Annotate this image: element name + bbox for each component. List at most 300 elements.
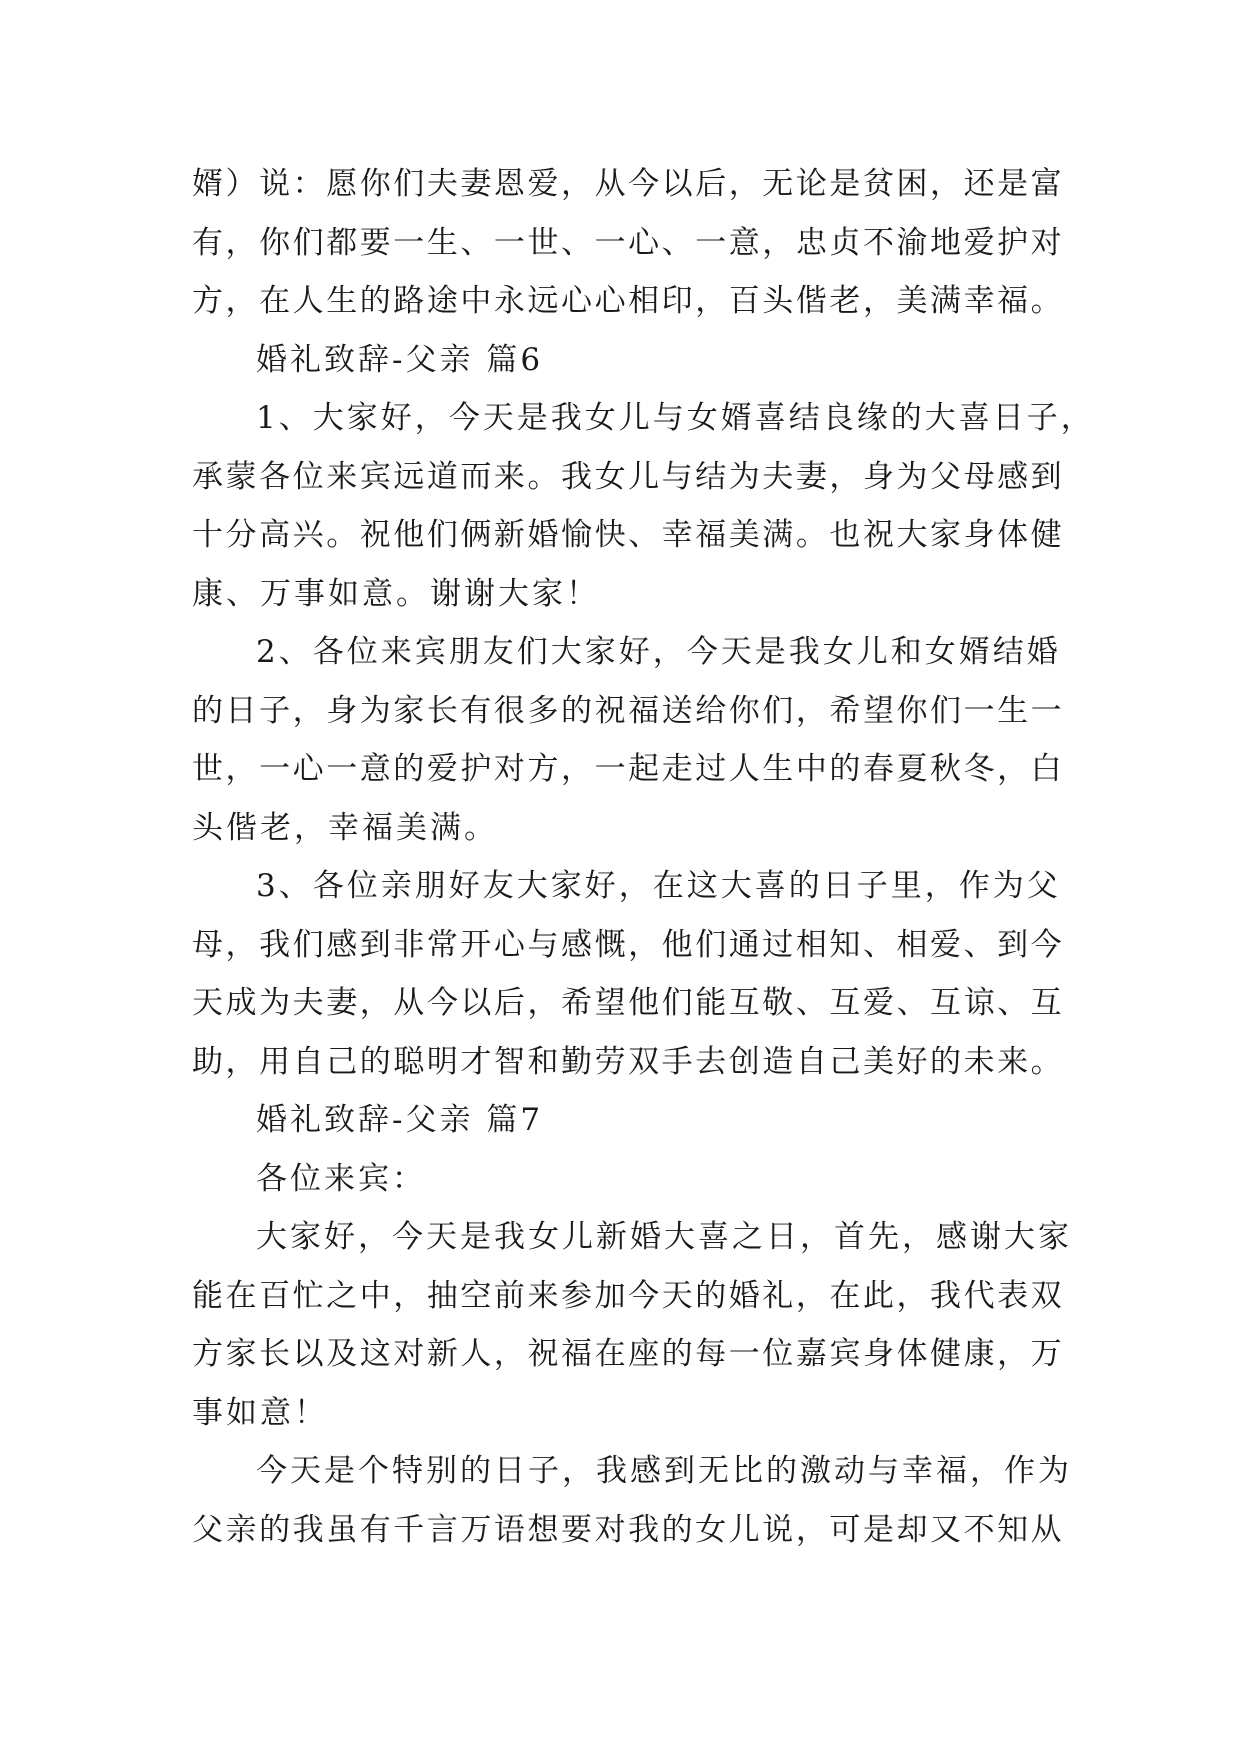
glyph: 中 <box>460 283 492 319</box>
glyph: ， <box>561 751 593 787</box>
glyph: 的 <box>930 1043 962 1080</box>
glyph: 参 <box>561 1277 593 1314</box>
glyph: 空 <box>460 1277 492 1314</box>
glyph: 到 <box>997 926 1029 963</box>
glyph: 一 <box>259 751 291 787</box>
glyph: 身 <box>862 458 894 495</box>
glyph: 春 <box>862 751 894 787</box>
glyph: 美 <box>862 1043 894 1080</box>
glyph: 贞 <box>829 224 861 261</box>
glyph: 万 <box>1030 1336 1062 1372</box>
glyph: 以 <box>661 166 693 202</box>
glyph: 一 <box>963 692 995 729</box>
glyph: 自 <box>292 1043 324 1080</box>
text-line: 事如意！ <box>192 1394 328 1431</box>
glyph: 过 <box>762 926 794 963</box>
glyph: 语 <box>493 1511 525 1548</box>
glyph: 新 <box>426 1336 458 1372</box>
glyph: 快 <box>594 517 626 553</box>
glyph: 能 <box>695 985 727 1021</box>
glyph: 、 <box>460 224 492 261</box>
glyph: 子 <box>259 692 291 729</box>
glyph: 不 <box>963 1511 995 1548</box>
glyph: 之 <box>326 1277 358 1314</box>
glyph: 自 <box>795 1043 827 1080</box>
glyph: 俩 <box>460 517 492 553</box>
glyph: 和 <box>527 1043 559 1080</box>
glyph: 人 <box>292 283 324 319</box>
glyph: 表 <box>997 1277 1029 1314</box>
glyph: 手 <box>661 1043 693 1080</box>
glyph: 一 <box>393 224 425 261</box>
glyph: 来 <box>326 458 358 495</box>
glyph: ， <box>695 283 727 319</box>
glyph: 无 <box>762 166 794 202</box>
glyph: 在 <box>259 283 291 319</box>
glyph: 女 <box>695 1511 727 1548</box>
glyph: 智 <box>493 1043 525 1080</box>
glyph: 女 <box>594 458 626 495</box>
text-line <box>192 506 1062 565</box>
glyph: 结 <box>695 458 727 495</box>
glyph: 以 <box>460 985 492 1021</box>
glyph: 说 <box>762 1511 794 1548</box>
glyph: 方 <box>192 1336 223 1372</box>
text-line <box>192 1267 1062 1326</box>
glyph: 母 <box>963 458 995 495</box>
glyph: 祝 <box>862 517 894 553</box>
glyph: 互 <box>728 985 760 1021</box>
glyph: 从 <box>393 985 425 1021</box>
glyph: 有 <box>359 1511 391 1548</box>
glyph: 地 <box>930 224 962 261</box>
glyph: 。 <box>527 458 559 495</box>
glyph: 的 <box>561 692 593 729</box>
glyph: 的 <box>259 1511 291 1548</box>
glyph: 路 <box>393 283 425 319</box>
glyph: 渝 <box>896 224 928 261</box>
glyph: ， <box>795 1511 827 1548</box>
glyph: 福 <box>997 283 1029 319</box>
glyph: 各 <box>259 458 291 495</box>
glyph: 有 <box>460 692 492 729</box>
section-heading: 婚礼致辞-父亲 篇6 <box>256 341 544 378</box>
glyph: 忙 <box>292 1277 324 1314</box>
glyph: 为 <box>896 458 928 495</box>
glyph: 论 <box>795 166 827 202</box>
glyph: ， <box>795 692 827 729</box>
glyph: 夫 <box>426 166 458 202</box>
glyph: 礼 <box>762 1277 794 1314</box>
glyph: 以 <box>292 1336 324 1372</box>
glyph: 身 <box>326 692 358 729</box>
glyph: 方 <box>527 751 559 787</box>
glyph: 、 <box>997 985 1029 1021</box>
glyph: 爱 <box>930 926 962 963</box>
glyph: 为 <box>359 692 391 729</box>
glyph: 他 <box>628 985 660 1021</box>
glyph: 对 <box>493 751 525 787</box>
glyph: 印 <box>661 283 693 319</box>
glyph: 此 <box>862 1277 894 1314</box>
glyph: ， <box>225 1043 257 1080</box>
glyph: 祝 <box>594 692 626 729</box>
glyph: ， <box>393 1277 425 1314</box>
glyph: 好 <box>896 1043 928 1080</box>
glyph: 老 <box>829 283 861 319</box>
glyph: 婚 <box>527 517 559 553</box>
glyph: 从 <box>594 166 626 202</box>
glyph: 知 <box>997 1511 1029 1548</box>
glyph: 前 <box>493 1277 525 1314</box>
glyph: 父 <box>930 458 962 495</box>
glyph: 万 <box>460 1511 492 1548</box>
glyph: 劳 <box>594 1043 626 1080</box>
glyph: 。 <box>1030 283 1062 319</box>
glyph: 助 <box>192 1043 223 1080</box>
glyph: 互 <box>930 985 962 1021</box>
glyph: 康 <box>963 1336 995 1372</box>
glyph: 希 <box>561 985 593 1021</box>
glyph: 、 <box>561 224 593 261</box>
glyph: 望 <box>862 692 894 729</box>
glyph: 送 <box>661 692 693 729</box>
glyph: 你 <box>728 692 760 729</box>
glyph: 心 <box>594 283 626 319</box>
glyph: 意 <box>728 224 760 261</box>
glyph: 。 <box>326 517 358 553</box>
glyph: 身 <box>862 1336 894 1372</box>
glyph: 开 <box>460 926 492 963</box>
glyph: 今 <box>628 1277 660 1314</box>
glyph: 、 <box>963 926 995 963</box>
glyph: 白 <box>1030 751 1062 787</box>
glyph: 在 <box>594 1336 626 1372</box>
glyph: 心 <box>292 751 324 787</box>
glyph: 才 <box>460 1043 492 1080</box>
glyph: 忠 <box>795 224 827 261</box>
glyph: 都 <box>326 224 358 261</box>
glyph: 、 <box>896 985 928 1021</box>
glyph: 头 <box>762 283 794 319</box>
glyph: 们 <box>661 985 693 1021</box>
glyph: 双 <box>628 1043 660 1080</box>
glyph: 非 <box>393 926 425 963</box>
glyph: 承 <box>192 458 223 495</box>
glyph: 很 <box>493 692 525 729</box>
glyph: 儿 <box>728 1511 760 1548</box>
glyph: 的 <box>695 1277 727 1314</box>
glyph: 起 <box>628 751 660 787</box>
glyph: 们 <box>292 926 324 963</box>
glyph: 互 <box>1030 985 1062 1021</box>
glyph: ， <box>795 1277 827 1314</box>
glyph: 爱 <box>426 751 458 787</box>
glyph: 与 <box>661 458 693 495</box>
glyph: 偕 <box>795 283 827 319</box>
glyph: ， <box>292 692 324 729</box>
glyph: 爱 <box>963 224 995 261</box>
glyph: 明 <box>426 1043 458 1080</box>
glyph: ， <box>628 926 660 963</box>
glyph: 常 <box>426 926 458 963</box>
glyph: 天 <box>661 1277 693 1314</box>
glyph: 们 <box>426 517 458 553</box>
glyph: 我 <box>259 926 291 963</box>
glyph: 人 <box>460 1336 492 1372</box>
glyph: 相 <box>795 926 827 963</box>
glyph: 分 <box>225 517 257 553</box>
glyph: 创 <box>728 1043 760 1080</box>
glyph: 天 <box>192 985 223 1021</box>
glyph: 一 <box>594 751 626 787</box>
paragraph-start-line: 2、各位来宾朋友们大家好，今天是我女儿和女婿结婚 <box>256 634 1061 670</box>
text-line <box>192 740 1062 799</box>
glyph: 的 <box>661 1336 693 1372</box>
glyph: 你 <box>259 224 291 261</box>
glyph: 千 <box>393 1511 425 1548</box>
glyph: 一 <box>326 751 358 787</box>
glyph: 却 <box>896 1511 928 1548</box>
glyph: ， <box>527 985 559 1021</box>
glyph: 对 <box>393 1336 425 1372</box>
glyph: 一 <box>594 224 626 261</box>
glyph: 是 <box>829 166 861 202</box>
glyph: 说 <box>259 166 291 202</box>
glyph: 护 <box>997 224 1029 261</box>
glyph: 想 <box>527 1511 559 1548</box>
glyph: 加 <box>594 1277 626 1314</box>
glyph: 你 <box>896 692 928 729</box>
document-body <box>192 155 1095 1559</box>
glyph: 祝 <box>527 1336 559 1372</box>
glyph: 后 <box>695 166 727 202</box>
glyph: ， <box>493 1336 525 1372</box>
glyph: 多 <box>527 692 559 729</box>
glyph: 道 <box>426 458 458 495</box>
text-line: 头偕老，幸福美满。 <box>192 809 498 846</box>
glyph: 意 <box>359 751 391 787</box>
glyph: 们 <box>292 224 324 261</box>
text-line <box>192 214 1062 273</box>
glyph: 困 <box>896 166 928 202</box>
glyph: 夫 <box>762 458 794 495</box>
glyph: 长 <box>259 1336 291 1372</box>
glyph: 互 <box>829 985 861 1021</box>
glyph: 家 <box>930 517 962 553</box>
glyph: 造 <box>762 1043 794 1080</box>
glyph: 秋 <box>930 751 962 787</box>
glyph: 儿 <box>628 458 660 495</box>
glyph: 、 <box>661 224 693 261</box>
glyph: 爱 <box>527 166 559 202</box>
glyph: 感 <box>561 926 593 963</box>
glyph: 世 <box>192 751 223 787</box>
glyph: 位 <box>762 1336 794 1372</box>
glyph: 给 <box>695 692 727 729</box>
text-line <box>192 272 1062 331</box>
glyph: 勤 <box>561 1043 593 1080</box>
glyph: 走 <box>661 751 693 787</box>
glyph: 谅 <box>963 985 995 1021</box>
glyph: 。 <box>1030 1043 1062 1080</box>
glyph: ， <box>561 166 593 202</box>
glyph: 幸 <box>963 283 995 319</box>
glyph: 护 <box>460 751 492 787</box>
glyph: 的 <box>829 751 861 787</box>
glyph: ， <box>359 985 391 1021</box>
glyph: 在 <box>225 1277 257 1314</box>
glyph: 有 <box>192 224 223 261</box>
glyph: 们 <box>930 692 962 729</box>
glyph: 己 <box>829 1043 861 1080</box>
glyph: 还 <box>963 166 995 202</box>
glyph: 长 <box>426 692 458 729</box>
glyph: 与 <box>527 926 559 963</box>
glyph: 希 <box>829 692 861 729</box>
text-line <box>192 1325 1062 1384</box>
glyph: ， <box>862 283 894 319</box>
glyph: 幸 <box>661 517 693 553</box>
glyph: 愿 <box>326 166 358 202</box>
glyph: 可 <box>829 1511 861 1548</box>
glyph: 不 <box>862 224 894 261</box>
glyph: 的 <box>359 1043 391 1080</box>
glyph: 祝 <box>359 517 391 553</box>
glyph: 要 <box>561 1511 593 1548</box>
glyph: 爱 <box>862 985 894 1021</box>
glyph: 双 <box>1030 1277 1062 1314</box>
text-line <box>192 916 1062 975</box>
glyph: 用 <box>259 1043 291 1080</box>
glyph: ， <box>997 1336 1029 1372</box>
glyph: 人 <box>728 751 760 787</box>
glyph: 来 <box>493 458 525 495</box>
glyph: 己 <box>326 1043 358 1080</box>
glyph: 抽 <box>426 1277 458 1314</box>
glyph: ， <box>225 224 257 261</box>
glyph: 感 <box>326 926 358 963</box>
glyph: 的 <box>661 1511 693 1548</box>
glyph: 的 <box>359 283 391 319</box>
glyph: 妻 <box>795 458 827 495</box>
glyph: 日 <box>225 692 257 729</box>
glyph: 一 <box>695 224 727 261</box>
glyph: 。 <box>795 517 827 553</box>
glyph: 我 <box>561 458 593 495</box>
glyph: 美 <box>728 517 760 553</box>
glyph: ， <box>728 166 760 202</box>
glyph: 新 <box>493 517 525 553</box>
glyph: 蒙 <box>225 458 257 495</box>
glyph: 健 <box>1030 517 1062 553</box>
glyph: 高 <box>259 517 291 553</box>
glyph: 从 <box>1030 1511 1062 1548</box>
glyph: 对 <box>1030 224 1062 261</box>
glyph: 的 <box>393 751 425 787</box>
glyph: 、 <box>628 517 660 553</box>
glyph: 到 <box>359 926 391 963</box>
glyph: 心 <box>493 926 525 963</box>
glyph: 虽 <box>326 1511 358 1548</box>
glyph: 到 <box>1030 458 1062 495</box>
glyph: 今 <box>628 166 660 202</box>
glyph: ， <box>930 166 962 202</box>
glyph: 健 <box>930 1336 962 1372</box>
glyph: 宾 <box>359 458 391 495</box>
glyph: 未 <box>963 1043 995 1080</box>
glyph: 又 <box>930 1511 962 1548</box>
glyph: 这 <box>359 1336 391 1372</box>
salutation-line: 各位来宾： <box>256 1160 426 1197</box>
glyph: 十 <box>192 517 223 553</box>
glyph: 来 <box>527 1277 559 1314</box>
glyph: 相 <box>628 283 660 319</box>
glyph: 福 <box>561 1336 593 1372</box>
glyph: 我 <box>292 1511 324 1548</box>
glyph: 嘉 <box>795 1336 827 1372</box>
glyph: 为 <box>728 458 760 495</box>
glyph: 世 <box>527 224 559 261</box>
glyph: 在 <box>829 1277 861 1314</box>
glyph: 去 <box>695 1043 727 1080</box>
glyph: 言 <box>426 1511 458 1548</box>
text-line <box>192 682 1062 741</box>
glyph: 聪 <box>393 1043 425 1080</box>
glyph: 我 <box>930 1277 962 1314</box>
glyph: 百 <box>259 1277 291 1314</box>
glyph: 心 <box>628 224 660 261</box>
glyph: 的 <box>192 692 223 729</box>
glyph: 贫 <box>862 166 894 202</box>
glyph: 宾 <box>829 1336 861 1372</box>
glyph: ， <box>225 751 257 787</box>
paragraph-start-line: 1、大家好，今天是我女儿与女婿喜结良缘的大喜日子， <box>256 400 1095 436</box>
glyph: 方 <box>192 283 223 319</box>
glyph: 今 <box>426 985 458 1021</box>
text-line <box>192 155 1062 214</box>
paragraph-start-line: 今天是个特别的日子，我感到无比的激动与幸福，作为 <box>256 1453 1072 1489</box>
glyph: ， <box>225 283 257 319</box>
glyph: 对 <box>594 1511 626 1548</box>
glyph: 愉 <box>561 517 593 553</box>
glyph: ， <box>997 751 1029 787</box>
glyph: 他 <box>661 926 693 963</box>
glyph: 婚 <box>728 1277 760 1314</box>
glyph: 兴 <box>292 517 324 553</box>
glyph: 大 <box>896 517 928 553</box>
glyph: 他 <box>393 517 425 553</box>
text-line <box>192 974 1062 1033</box>
glyph: 们 <box>695 926 727 963</box>
glyph: 来 <box>997 1043 1029 1080</box>
glyph: 你 <box>359 166 391 202</box>
glyph: 后 <box>493 985 525 1021</box>
glyph: 福 <box>628 692 660 729</box>
glyph: 过 <box>695 751 727 787</box>
glyph: 中 <box>359 1277 391 1314</box>
glyph: 代 <box>963 1277 995 1314</box>
glyph: ： <box>292 166 324 202</box>
glyph: 能 <box>192 1277 223 1314</box>
glyph: 家 <box>225 1336 257 1372</box>
glyph: ） <box>225 166 257 202</box>
glyph: 及 <box>326 1336 358 1372</box>
glyph: 婿 <box>192 166 223 202</box>
text-line <box>192 448 1062 507</box>
glyph: 敬 <box>762 985 794 1021</box>
glyph: 望 <box>594 985 626 1021</box>
